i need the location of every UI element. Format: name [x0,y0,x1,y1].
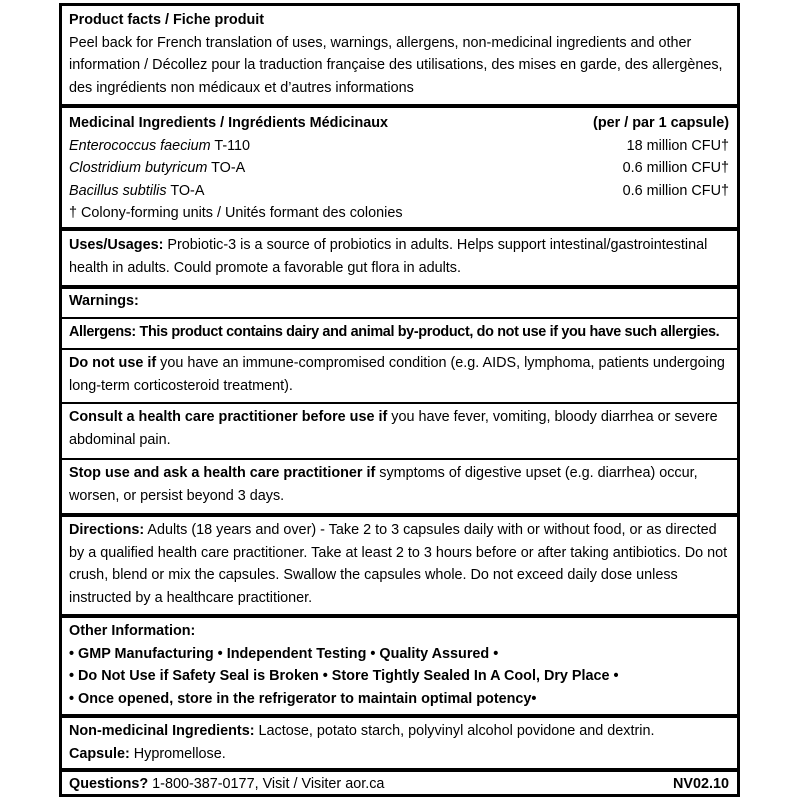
non-medicinal-label: Non-medicinal Ingredients: [69,723,255,739]
capsule-text: Hypromellose. [129,745,226,762]
divider [62,614,737,618]
ingredient-species: Enterococcus faecium [69,137,211,154]
divider [62,285,737,289]
do-not-use-label: Do not use if [69,355,157,371]
medicinal-header: Medicinal Ingredients / Ingrédients Médicinaux [69,115,389,131]
non-medicinal-text: Lactose, potato starch, polyvinyl alcohol povidone and dextrin. [254,723,655,739]
uses-label: Uses/Usages: [69,237,164,253]
divider [62,402,737,404]
ingredient-strain: TO-A [211,160,246,176]
other-info-line: • Once opened, store in the refrigerator to maintain optimal potency• [69,690,537,707]
questions-label: Questions? [69,776,149,792]
other-info-line: • GMP Manufacturing • Independent Testing • Quality Assured • [69,645,499,662]
uses-text: Probiotic-3 is a source of probiotics in adults. Helps support intestinal/gastrointestinal health in adults. Could promote a favorable gut flora in adults. [69,237,708,276]
ingredient-strain: T-110 [214,137,251,154]
stop-use-section [62,462,737,507]
divider [62,513,737,517]
warnings-label: Warnings: [69,293,139,309]
per-capsule-label: (per / par 1 capsule) [593,115,729,131]
medicinal-section [62,112,737,225]
ingredient-species: Clostridium butyricum [69,160,208,176]
do-not-use-text: you have an immune-compromised condition (e.g. AIDS, lymphoma, patients undergoing long-term corticosteroid treatment). [69,355,725,394]
divider [62,104,737,108]
product-facts-text: Peel back for French translation of uses, warnings, allergens, non-medicinal ingredients and other information / Décollez pour la traduction française des utilisations, des mises en garde, des allergènes, des ingrédients non médicaux et d’autres informations [69,34,723,96]
divider [62,317,737,319]
consult-label: Consult a health care practitioner before use if [69,409,388,425]
consult-text: you have fever, vomiting, bloody diarrhea or severe abdominal pain. [69,409,718,448]
cfu-footnote: † Colony-forming units / Unités formant des colonies [69,205,403,221]
ingredient-row [69,180,729,203]
other-info-section [62,620,737,710]
other-info-line: • Do Not Use if Safety Seal is Broken • Store Tightly Sealed In A Cool, Dry Place • [69,668,619,684]
footer-section [62,773,737,796]
directions-section [62,519,737,609]
product-label [59,3,740,797]
product-facts-title: Product facts / Fiche produit [69,12,265,28]
other-info-label: Other Information: [69,623,196,639]
ingredient-strain: TO-A [170,182,205,199]
non-medicinal-section [62,720,737,765]
questions-text: 1-800-387-0177, Visit / Visiter aor.ca [148,776,385,792]
divider [62,714,737,718]
ingredient-row [69,135,729,158]
product-facts-section [62,9,737,99]
ingredient-amount: 0.6 million CFU† [622,160,729,176]
warnings-section [62,290,737,313]
stop-use-label: Stop use and ask a health care practitioner if [69,465,376,481]
allergens-section [62,321,737,344]
consult-section [62,406,737,451]
divider [62,348,737,350]
divider [62,458,737,460]
version-code: NV02.10 [672,776,729,792]
allergens-text: Allergens: This product contains dairy and animal by-product, do not use if you have such allergies. [69,324,720,340]
capsule-label: Capsule: [69,745,130,762]
ingredient-amount: 0.6 million CFU† [622,182,729,199]
divider [62,227,737,231]
uses-section [62,234,737,279]
ingredient-row [69,157,729,180]
divider [62,768,737,772]
ingredient-species: Bacillus subtilis [69,182,167,199]
directions-label: Directions: [69,522,145,538]
ingredient-amount: 18 million CFU† [626,137,729,154]
stop-use-text: symptoms of digestive upset (e.g. diarrhea) occur, worsen, or persist beyond 3 days. [69,465,698,504]
directions-text: Adults (18 years and over) - Take 2 to 3 capsules daily with or without food, or as directed by a qualified health care practitioner. Take at least 2 to 3 hours before or after taking antibiotics. Do not crush, blend or mix the capsules. Swallow the capsules whole. Do not exceed daily dose unless instructed by a healthcare practitioner. [69,522,728,606]
do-not-use-section [62,352,737,397]
